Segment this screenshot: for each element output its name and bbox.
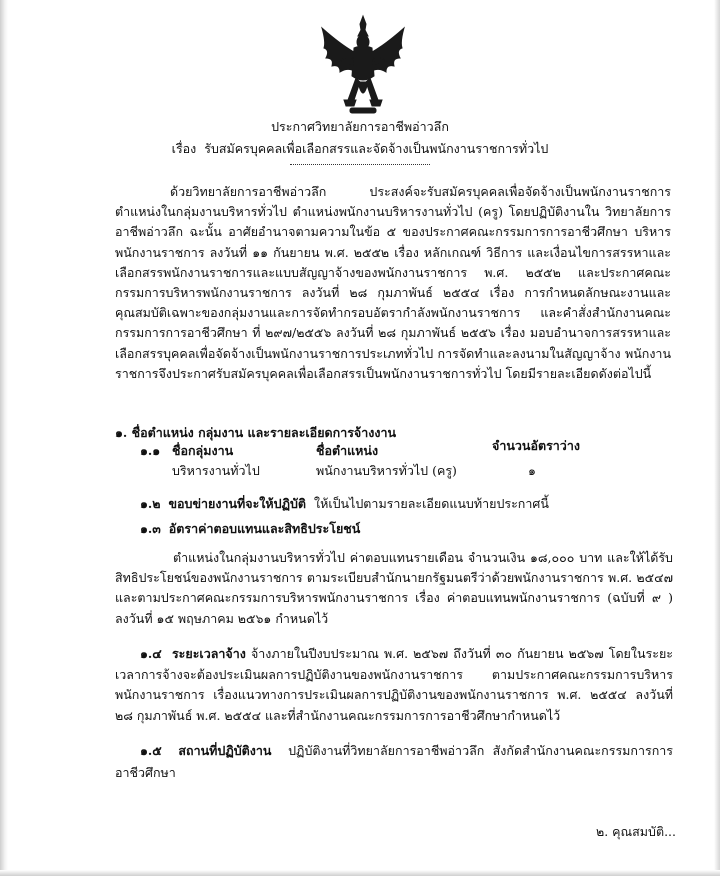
- column-header-position: ชื่อตำแหน่ง: [316, 443, 379, 458]
- section-1-1-number: ๑.๑: [140, 443, 161, 458]
- section-1-3-heading: [140, 519, 360, 539]
- announcement-subject: [0, 140, 720, 158]
- section-1-5-number: ๑.๕: [140, 743, 162, 758]
- section-1-heading: ๑. ชื่อตำแหน่ง กลุ่มงาน และรายละเอียดการจ้างงาน: [115, 425, 397, 440]
- section-1-2: [140, 494, 549, 514]
- section-1-3-text: ตำแหน่งในกลุ่มงานบริหารทั่วไป ค่าตอบแทนรายเดือน จำนวนเงิน ๑๘,๐๐๐ บาท และให้ได้รับสิทธิประโยชน์ของพนักงานราชการ ตามระเบียบสำนักนายกรัฐมนตรีว่าด้วยพนักงานราชการ พ.ศ. ๒๕๔๗ และตามประกาศคณะกรรมการบริหารพนักงานราชการ เรื่อง ค่าตอบแทนพนักงานราชการ (ฉบับที่ ๙ ) ลงวันที่ ๑๕ พฤษภาคม ๒๕๖๑ กำหนดไว้: [115, 550, 673, 626]
- section-1-4-text: จ้างภายในปีงบประมาณ พ.ศ. ๒๕๖๗ ถึงวันที่ ๓๐ กันยายน ๒๕๖๗ โดยในระยะเวลาการจ้างจะต้องประเมินผลการปฏิบัติงานของพนักงานราชการ ตามประกาศคณะกรรมการบริหารพนักงานราชการ เรื่องแนวทางการประเมินผลการปฏิบัติงานของพนักงานราชการ พ.ศ. ๒๕๕๔ ลงวันที่ ๒๘ กุมภาพันธ์ พ.ศ. ๒๕๕๔ และที่สำนักงานคณะกรรมการการอาชีวศึกษากำหนดไว้: [115, 646, 673, 723]
- row-position-value: พนักงานบริหารทั่วไป (ครู): [316, 463, 457, 478]
- section-1-2-title: ขอบข่ายงานที่จะให้ปฏิบัติ: [168, 496, 307, 511]
- dotted-divider: [290, 164, 430, 165]
- page-edge-shadow-bottom: [0, 870, 720, 876]
- subject-prefix: เรื่อง: [171, 141, 197, 156]
- section-1-5-text: ปฏิบัติงานที่วิทยาลัยการอาชีพอ่าวลึก สังกัดสำนักงานคณะกรรมการการอาชีวศึกษา: [115, 743, 674, 780]
- subject-text: รับสมัครบุคคลเพื่อเลือกสรรและจัดจ้างเป็นพนักงานราชการทั่วไป: [204, 141, 549, 156]
- page-continuation: ๒. คุณสมบัติ...: [596, 824, 676, 839]
- row-count-value: ๑: [528, 463, 536, 478]
- section-1-4-title: ระยะเวลาจ้าง: [171, 646, 246, 661]
- section-1-3-number: ๑.๓: [140, 521, 161, 536]
- row-group-value: บริหารงานทั่วไป: [172, 463, 260, 478]
- intro-paragraph: [115, 182, 671, 384]
- garuda-emblem-icon: [316, 14, 410, 116]
- section-1-5-paragraph: [115, 740, 673, 784]
- section-1-4-number: ๑.๔: [140, 646, 162, 661]
- column-header-group: ชื่อกลุ่มงาน: [172, 443, 234, 458]
- section-1-2-number: ๑.๒: [140, 496, 161, 511]
- intro-text: ด้วยวิทยาลัยการอาชีพอ่าวลึก ประสงค์จะรับสมัครบุคคลเพื่อจัดจ้างเป็นพนักงานราชการ ตำแหน่งในกลุ่มงานบริหารทั่วไป ตำแหน่งพนักงานบริหารงานทั่วไป (ครู) โดยปฏิบัติงานใน วิทยาลัยการอาชีพอ่าวลึก ฉะนั้น อาศัยอำนาจตามความในข้อ ๕ ของประกาศคณะกรรมการการอาชีวศึกษา บริหารพนักงานราชการ ลงวันที่ ๑๑ กันยายน พ.ศ. ๒๕๕๒ เรื่อง หลักเกณฑ์ วิธีการ และเงื่อนไขการสรรหาและเลือกสรรพนักงานราชการและแบบสัญญาจ้างของพนักงานราชการ พ.ศ. ๒๕๕๒ และประกาศคณะกรรมการบริหารพนักงานราชการ ลงวันที่ ๒๘ กุมภาพันธ์ ๒๕๕๔ เรื่อง การกำหนดลักษณะงานและคุณสมบัติเฉพาะของกลุ่มงานและการจัดทำกรอบอัตรากำลังพนักงานราชการ และคำสั่งสำนักงานคณะกรรมการการอาชีวศึกษา ที่ ๒๙๗/๒๕๕๖ ลงวันที่ ๒๘ กุมภาพันธ์ ๒๕๕๖ เรื่อง มอบอำนาจการสรรหาและเลือกสรรบุคคลเพื่อจัดจ้างเป็นพนักงานราชการประเภททั่วไป การจัดทำและลงนามในสัญญาจ้าง พนักงานราชการจึงประกาศรับสมัครบุคคลเพื่อเลือกสรรเป็นพนักงานราชการทั่วไป โดยมีรายละเอียดดังต่อไปนี้: [115, 184, 671, 381]
- column-header-count: จำนวนอัตราว่าง: [492, 438, 580, 453]
- section-1-3-title: อัตราค่าตอบแทนและสิทธิประโยชน์: [168, 521, 361, 536]
- section-1-5-title: สถานที่ปฏิบัติงาน: [178, 743, 272, 758]
- section-1-3-paragraph: [115, 548, 673, 629]
- section-1-2-text: ให้เป็นไปตามรายละเอียดแนบท้ายประกาศนี้: [313, 496, 549, 511]
- announcement-title: ประกาศวิทยาลัยการอาชีพอ่าวลึก: [271, 119, 449, 134]
- section-1-4-paragraph: [115, 644, 673, 726]
